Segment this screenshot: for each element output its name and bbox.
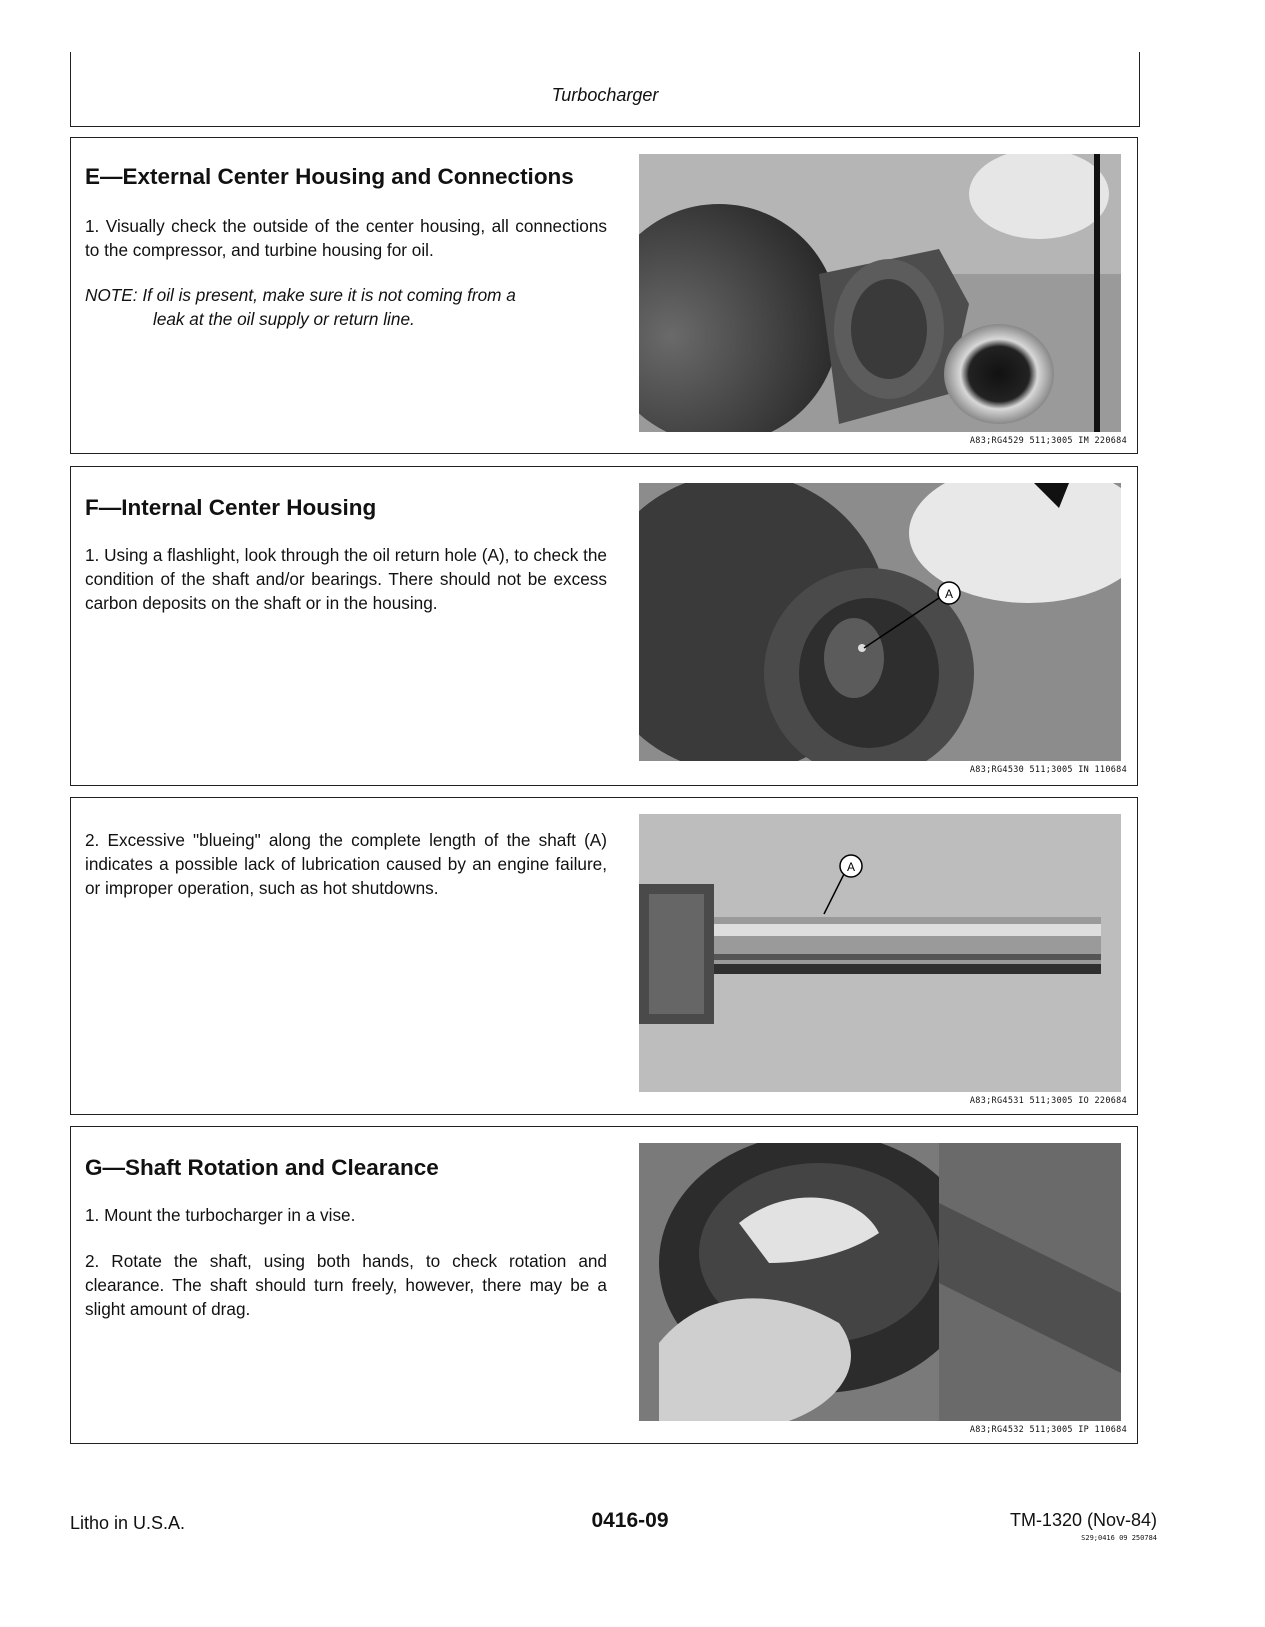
- note-line-2: leak at the oil supply or return line.: [153, 309, 415, 329]
- photo-external-housing: [639, 154, 1121, 432]
- photo-caption: A83;RG4531 511;3005 IO 220684: [969, 1096, 1127, 1106]
- section-f: [70, 466, 1138, 786]
- photo-internal-housing: [639, 483, 1121, 761]
- callout-a: A: [846, 860, 856, 874]
- photo-caption: A83;RG4532 511;3005 IP 110684: [969, 1425, 1127, 1435]
- section-paragraph: 2. Excessive "blueing" along the complete length of the shaft (A) indicates a possible lack of lubrication caused by an engine failure, or improper operation, such as hot shutdowns.: [85, 830, 607, 898]
- photo-shaft-rotation: [639, 1143, 1121, 1421]
- section-heading: F—Internal Center Housing: [85, 495, 377, 520]
- section-heading: E—External Center Housing and Connections: [85, 164, 574, 189]
- note-line-1: If oil is present, make sure it is not coming from a: [142, 285, 516, 305]
- footer-code: S29;0416 09 250784: [1081, 1534, 1157, 1542]
- photo-shaft: [639, 814, 1121, 1092]
- page-header: [70, 52, 1140, 127]
- photo-caption: A83;RG4530 511;3005 IN 110684: [969, 765, 1127, 775]
- header-title: Turbocharger: [551, 85, 659, 105]
- section-paragraph: 1. Using a flashlight, look through the oil return hole (A), to check the condition of the shaft and/or bearings. There should not be excess carbon deposits on the shaft or in the housing.: [85, 545, 607, 613]
- section-paragraph: 2. Rotate the shaft, using both hands, to check rotation and clearance. The shaft should turn freely, however, there may be a slight amount of drag.: [85, 1251, 607, 1319]
- section-heading: G—Shaft Rotation and Clearance: [85, 1155, 439, 1180]
- page-number: 0416-09: [591, 1509, 669, 1532]
- manual-id: TM-1320 (Nov-84): [1009, 1510, 1157, 1530]
- note-label: NOTE:: [85, 285, 138, 305]
- callout-a: A: [944, 587, 954, 601]
- section-e: [70, 137, 1138, 454]
- section-paragraph: 1. Mount the turbocharger in a vise.: [85, 1205, 356, 1225]
- note: [85, 283, 607, 331]
- section-paragraph: 1. Visually check the outside of the center housing, all connections to the compressor, and turbine housing for oil.: [85, 216, 607, 260]
- section-f-continued: [70, 797, 1138, 1115]
- photo-caption: A83;RG4529 511;3005 IM 220684: [969, 436, 1127, 446]
- section-g: [70, 1126, 1138, 1444]
- footer-litho: Litho in U.S.A.: [70, 1513, 186, 1533]
